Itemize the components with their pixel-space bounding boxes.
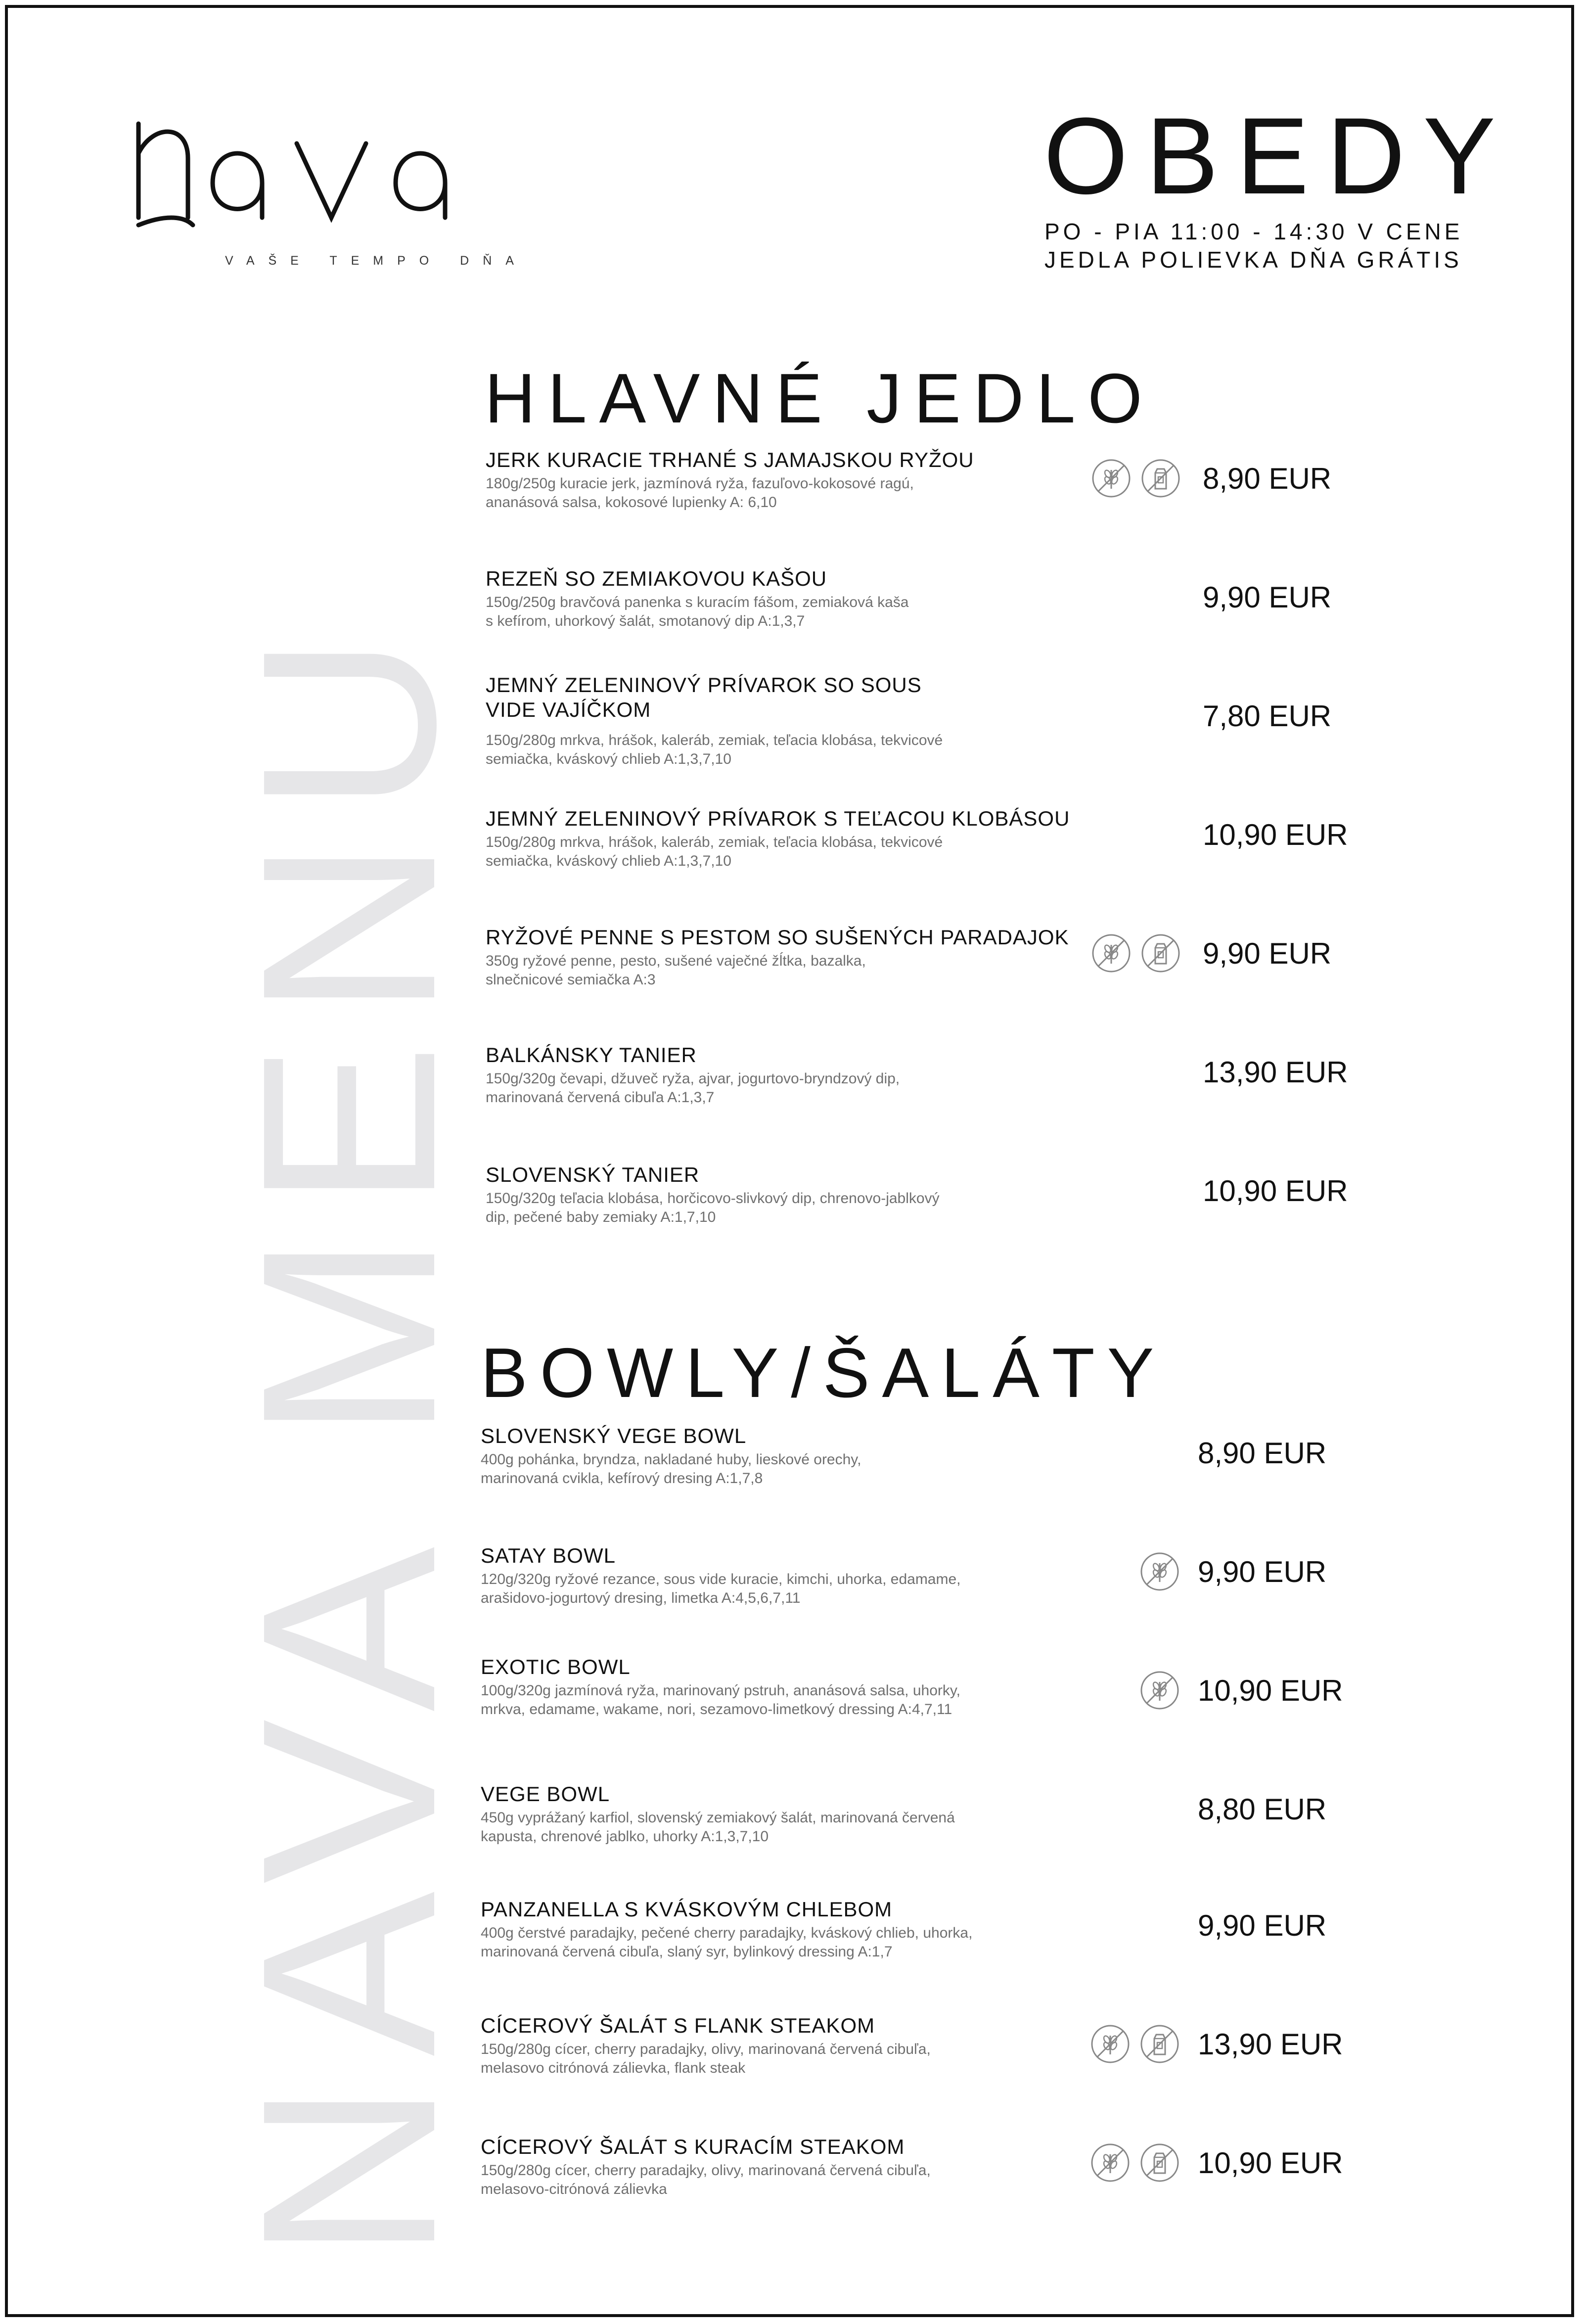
menu-item — [481, 2135, 1074, 2199]
menu-item-name: BALKÁNSKY TANIER — [486, 1043, 697, 1067]
menu-item-description — [486, 1069, 1079, 1107]
menu-item-description-line: 150g/320g teľacia klobása, horčicovo-slivkový dip, chrenovo-jablkový — [486, 1190, 940, 1207]
menu-item-description-line: 400g pohánka, bryndza, nakladané huby, lieskové orechy, — [481, 1451, 861, 1468]
menu-item-name: PANZANELLA S KVÁSKOVÝM CHLEBOM — [481, 1898, 893, 1921]
menu-item — [481, 1543, 1074, 1608]
menu-item-description-line: dip, pečené baby zemiaky A:1,7,10 — [486, 1209, 716, 1225]
menu-item-description-line: 150g/280g mrkva, hrášok, kaleráb, zemiak, teľacia klobása, tekvicové — [486, 732, 943, 748]
menu-item-price: 9,90 EUR — [1198, 1909, 1327, 1942]
menu-item-description-line: 150g/280g cícer, cherry paradajky, olivy, marinovaná červená cibuľa, — [481, 2041, 931, 2057]
lactose-free-icon — [1139, 2024, 1180, 2064]
menu-item-description — [486, 952, 1079, 989]
menu-item-name: JEMNÝ ZELENINOVÝ PRÍVAROK SO SOUS — [486, 673, 922, 697]
menu-item-description — [481, 2161, 1074, 2199]
menu-item-description — [486, 1189, 1079, 1227]
menu-item-description-line: 400g čerstvé paradajky, pečené cherry paradajky, kváskový chlieb, uhorka, — [481, 1925, 973, 1941]
menu-item-description-line: marinovaná červená cibuľa, slaný syr, bylinkový dressing A:1,7 — [481, 1944, 893, 1960]
menu-item-price: 9,90 EUR — [1203, 937, 1332, 970]
menu-item-description-line: 350g ryžové penne, pesto, sušené vaječné žĺtka, bazalka, — [486, 953, 866, 969]
menu-item-description-line: 150g/250g bravčová panenka s kuracím fášom, zemiaková kaša — [486, 594, 909, 610]
menu-item-price: 10,90 EUR — [1198, 2146, 1343, 2180]
menu-item-name: SLOVENSKÝ VEGE BOWL — [481, 1424, 747, 1447]
menu-item-name: VEGE BOWL — [481, 1782, 610, 1806]
menu-item — [486, 1162, 1079, 1227]
page-title: OBEDY — [1043, 95, 1514, 217]
menu-item-description — [481, 1570, 1074, 1608]
menu-item-description-line: 180g/250g kuracie jerk, jazmínová ryža, fazuľovo-kokosové ragú, — [486, 475, 914, 492]
menu-item-name: RYŽOVÉ PENNE S PESTOM SO SUŠENÝCH PARADAJOK — [486, 926, 1069, 949]
menu-item-price: 9,90 EUR — [1203, 581, 1332, 614]
menu-item-price: 13,90 EUR — [1198, 2028, 1343, 2061]
menu-item-description — [486, 593, 1079, 631]
gluten-free-icon — [1090, 2024, 1131, 2064]
section-title-main: HLAVNÉ JEDLO — [485, 359, 1155, 438]
menu-item-name: JERK KURACIE TRHANÉ S JAMAJSKOU RYŽOU — [486, 448, 974, 471]
gluten-free-icon — [1090, 2142, 1131, 2183]
brand-tagline: VAŠE TEMPO DŇA — [225, 254, 528, 268]
menu-item-description-line: 120g/320g ryžové rezance, sous vide kuracie, kimchi, uhorka, edamame, — [481, 1571, 961, 1587]
menu-item-description-line: mrkva, edamame, wakame, nori, sezamovo-limetkový dressing A:4,7,11 — [481, 1701, 952, 1718]
menu-item-description-line: 150g/280g cícer, cherry paradajky, olivy, marinovaná červená cibuľa, — [481, 2162, 931, 2179]
section-title-bowls: BOWLY/ŠALÁTY — [481, 1334, 1167, 1412]
menu-item-description-line: melasovo citrónová zálievka, flank steak — [481, 2060, 746, 2076]
menu-item-name: EXOTIC BOWL — [481, 1655, 631, 1678]
menu-item-description — [481, 1809, 1074, 1846]
menu-item — [481, 1897, 1074, 1961]
gluten-free-icon — [1091, 933, 1132, 974]
menu-item-price: 10,90 EUR — [1203, 1174, 1348, 1208]
gluten-free-icon — [1139, 1551, 1180, 1592]
menu-item — [486, 806, 1079, 871]
menu-item — [486, 448, 1079, 512]
menu-item-description-line: s kefírom, uhorkový šalát, smotanový dip A:1,3,7 — [486, 613, 805, 629]
menu-item-price: 13,90 EUR — [1203, 1056, 1348, 1089]
menu-item-price: 10,90 EUR — [1203, 818, 1348, 851]
menu-item — [481, 1424, 1074, 1488]
lunch-hours-info — [1044, 218, 1463, 274]
menu-item-name: SLOVENSKÝ TANIER — [486, 1163, 700, 1186]
menu-item-price: 8,90 EUR — [1198, 1437, 1327, 1470]
menu-item — [486, 925, 1079, 989]
menu-item-name: SATAY BOWL — [481, 1544, 616, 1567]
menu-item-description-line: 100g/320g jazmínová ryža, marinovaný pstruh, ananásová salsa, uhorky, — [481, 1682, 960, 1699]
menu-item-description — [486, 731, 1079, 769]
menu-item-description-line: melasovo-citrónová zálievka — [481, 2181, 667, 2197]
menu-item-name: VIDE VAJÍČKOM — [486, 698, 651, 721]
lactose-free-icon — [1139, 2142, 1180, 2183]
menu-item — [481, 2013, 1074, 2078]
menu-item-description-line: marinovaná cvikla, kefírový dresing A:1,7,8 — [481, 1470, 763, 1487]
lunch-hours-line-1: PO - PIA 11:00 - 14:30 V CENE — [1044, 219, 1463, 244]
menu-item — [481, 1655, 1074, 1719]
menu-item-description-line: 150g/280g mrkva, hrášok, kaleráb, zemiak, teľacia klobása, tekvicové — [486, 834, 943, 850]
menu-item-description-line: arašidovo-jogurtový dresing, limetka A:4,5,6,7,11 — [481, 1590, 801, 1606]
menu-item-name: CÍCEROVÝ ŠALÁT S KURACÍM STEAKOM — [481, 2135, 905, 2158]
lunch-hours-line-2: JEDLA POLIEVKA DŇA GRÁTIS — [1044, 247, 1462, 273]
menu-item-description — [481, 1450, 1074, 1488]
side-watermark-text: NAVA MENU — [210, 609, 487, 2261]
menu-item-description — [481, 1681, 1074, 1719]
lactose-free-icon — [1140, 933, 1181, 974]
menu-item-price: 8,80 EUR — [1198, 1793, 1327, 1826]
gluten-free-icon — [1091, 458, 1132, 499]
menu-item — [486, 566, 1079, 631]
menu-item-description-line: semiačka, kváskový chlieb A:1,3,7,10 — [486, 853, 731, 869]
lactose-free-icon — [1140, 458, 1181, 499]
menu-item-name: REZEŇ SO ZEMIAKOVOU KAŠOU — [486, 567, 827, 590]
menu-item — [486, 673, 1079, 769]
menu-item-description-line: 450g vyprážaný karfiol, slovenský zemiakový šalát, marinovaná červená — [481, 1810, 955, 1826]
gluten-free-icon — [1139, 1670, 1180, 1711]
menu-item — [481, 1782, 1074, 1846]
menu-item-price: 8,90 EUR — [1203, 462, 1332, 495]
nava-logo-icon — [134, 114, 529, 232]
menu-item-price: 7,80 EUR — [1203, 699, 1332, 733]
menu-item-name: JEMNÝ ZELENINOVÝ PRÍVAROK S TEĽACOU KLOBÁSOU — [486, 807, 1070, 830]
menu-item-description-line: semiačka, kváskový chlieb A:1,3,7,10 — [486, 751, 731, 767]
menu-item-description — [486, 833, 1079, 871]
brand-logo — [134, 114, 529, 272]
menu-item-description-line: 150g/320g čevapi, džuveč ryža, ajvar, jogurtovo-bryndzový dip, — [486, 1070, 900, 1087]
menu-item-description-line: slnečnicové semiačka A:3 — [486, 972, 656, 988]
menu-item — [486, 1043, 1079, 1107]
menu-item-price: 9,90 EUR — [1198, 1555, 1327, 1588]
menu-item-description-line: kapusta, chrenové jablko, uhorky A:1,3,7,10 — [481, 1828, 769, 1845]
menu-item-description — [486, 474, 1079, 512]
menu-item-price: 10,90 EUR — [1198, 1674, 1343, 1707]
menu-item-description — [481, 2040, 1074, 2078]
menu-item-name: CÍCEROVÝ ŠALÁT S FLANK STEAKOM — [481, 2014, 875, 2037]
menu-item-description-line: marinovaná červená cibuľa A:1,3,7 — [486, 1089, 715, 1106]
menu-item-description-line: ananásová salsa, kokosové lupienky A: 6,10 — [486, 494, 777, 511]
menu-item-description — [481, 1924, 1074, 1961]
